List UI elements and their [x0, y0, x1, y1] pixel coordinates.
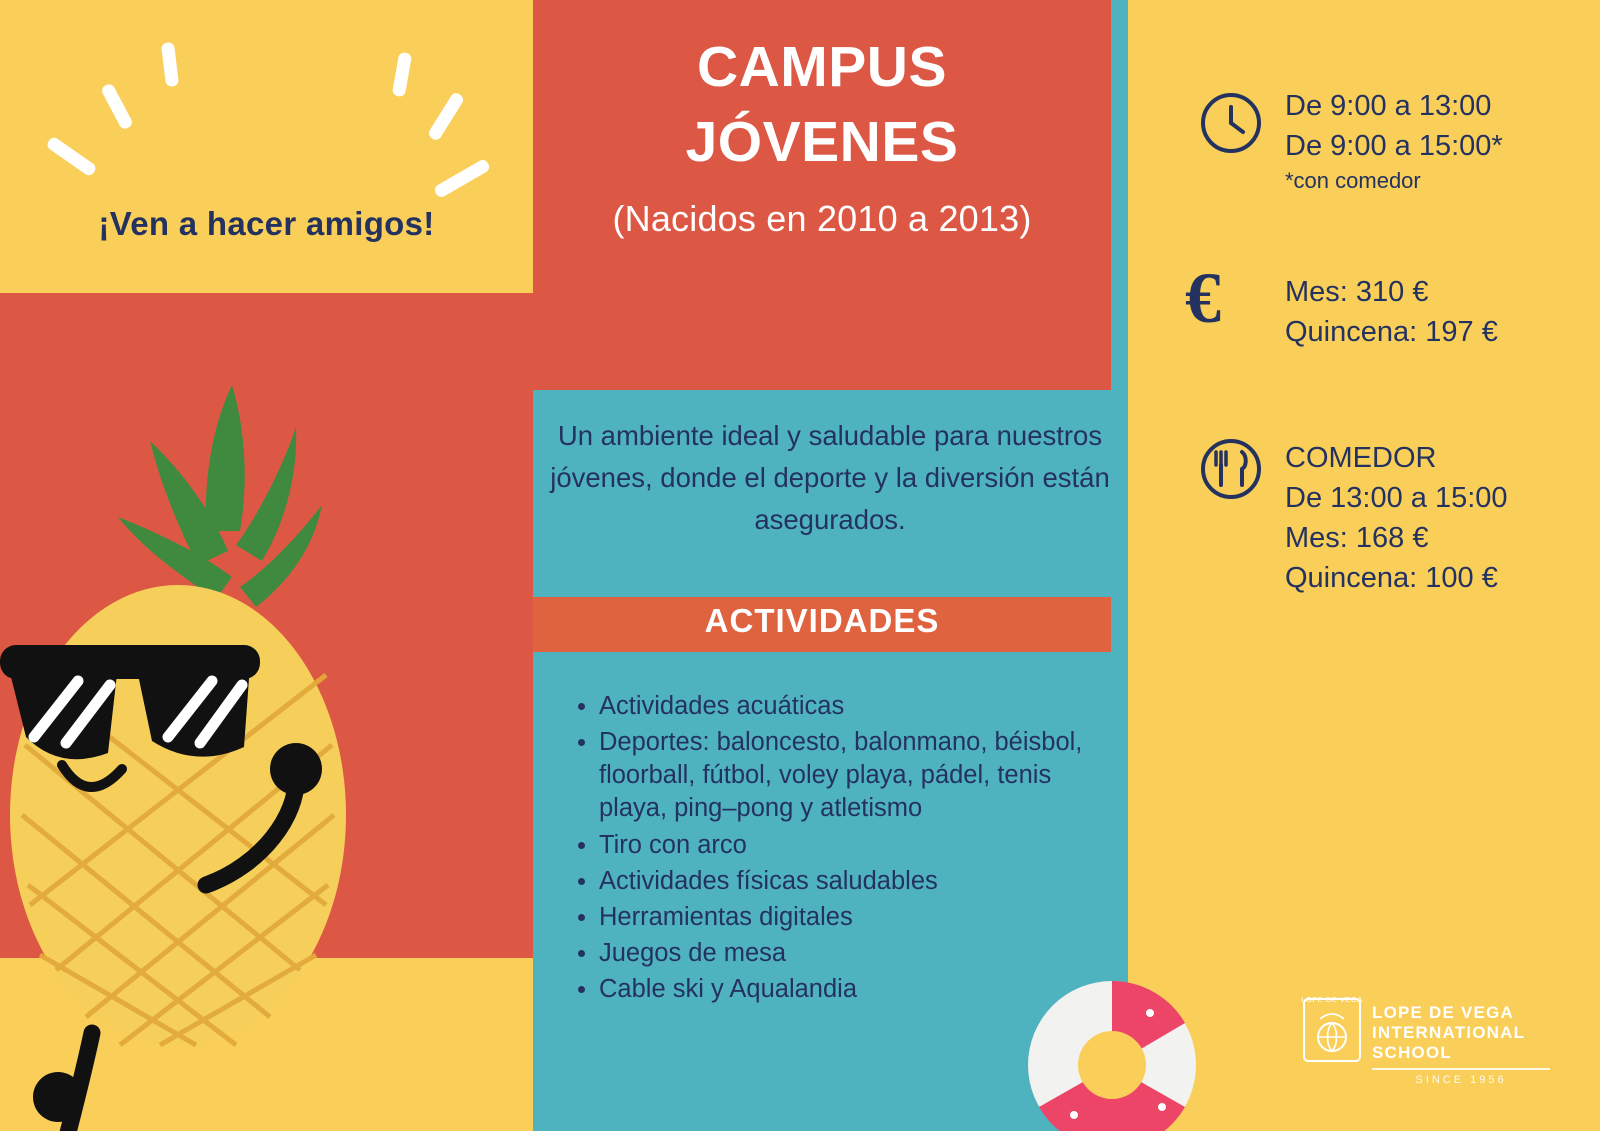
background-block-yellow-topleft [0, 0, 533, 293]
clock-icon [1200, 92, 1262, 154]
euro-icon: € [1185, 258, 1221, 338]
price-info [1285, 272, 1585, 352]
school-logo [1300, 995, 1550, 1086]
title-line-2: JÓVENES [685, 110, 959, 175]
page-title [533, 30, 1111, 180]
list-item: Herramientas digitales [572, 901, 1112, 934]
tagline: ¡Ven a hacer amigos! [98, 205, 435, 242]
activities-list [572, 690, 1112, 1009]
list-item: Actividades acuáticas [572, 690, 1112, 723]
logo-line-2: INTERNATIONAL SCHOOL [1372, 1023, 1525, 1062]
list-item: Tiro con arco [572, 829, 1112, 862]
canteen-title: COMEDOR [1285, 442, 1437, 474]
logo-wordmark [1372, 1003, 1552, 1086]
price-line-1: Mes: 310 € [1285, 276, 1429, 308]
schedule-info [1285, 86, 1585, 196]
list-item: Actividades físicas saludables [572, 865, 1112, 898]
canteen-line-2: Mes: 168 € [1285, 522, 1429, 555]
title-line-1: CAMPUS [696, 35, 947, 99]
logo-divider [1372, 1068, 1550, 1070]
list-item: Cable ski y Aqualandia [572, 973, 1112, 1006]
canteen-line-3: Quincena: 100 € [1285, 562, 1498, 595]
schedule-line-1: De 9:00 a 13:00 [1285, 90, 1492, 122]
logo-crest-label: LOPE DE VEGA [1301, 995, 1363, 1004]
cutlery-icon [1200, 438, 1262, 500]
canteen-info [1285, 438, 1585, 598]
canteen-line-1: De 13:00 a 15:00 [1285, 482, 1508, 515]
page-subtitle: (Nacidos en 2010 a 2013) [612, 198, 1032, 239]
schedule-line-2: De 9:00 a 15:00* [1285, 130, 1503, 163]
logo-since: SINCE 1956 [1415, 1074, 1507, 1086]
activities-banner-label: ACTIVIDADES [704, 602, 940, 639]
pineapple-mascot-icon [0, 345, 533, 1131]
intro-text: Un ambiente ideal y saludable para nuestros jóvenes, donde el deporte y la diversión están asegurados. [550, 420, 1110, 535]
list-item: Juegos de mesa [572, 937, 1112, 970]
price-line-2: Quincena: 197 € [1285, 316, 1498, 349]
schedule-note: *con comedor [1285, 168, 1421, 194]
list-item: Deportes: baloncesto, balonmano, béisbol, floorball, fútbol, voley playa, pádel, tenis playa, ping–pong y atletismo [572, 726, 1112, 825]
logo-crest-icon [1300, 995, 1364, 1065]
logo-line-1: LOPE DE VEGA [1372, 1003, 1514, 1022]
lifebuoy-icon [1022, 975, 1202, 1131]
